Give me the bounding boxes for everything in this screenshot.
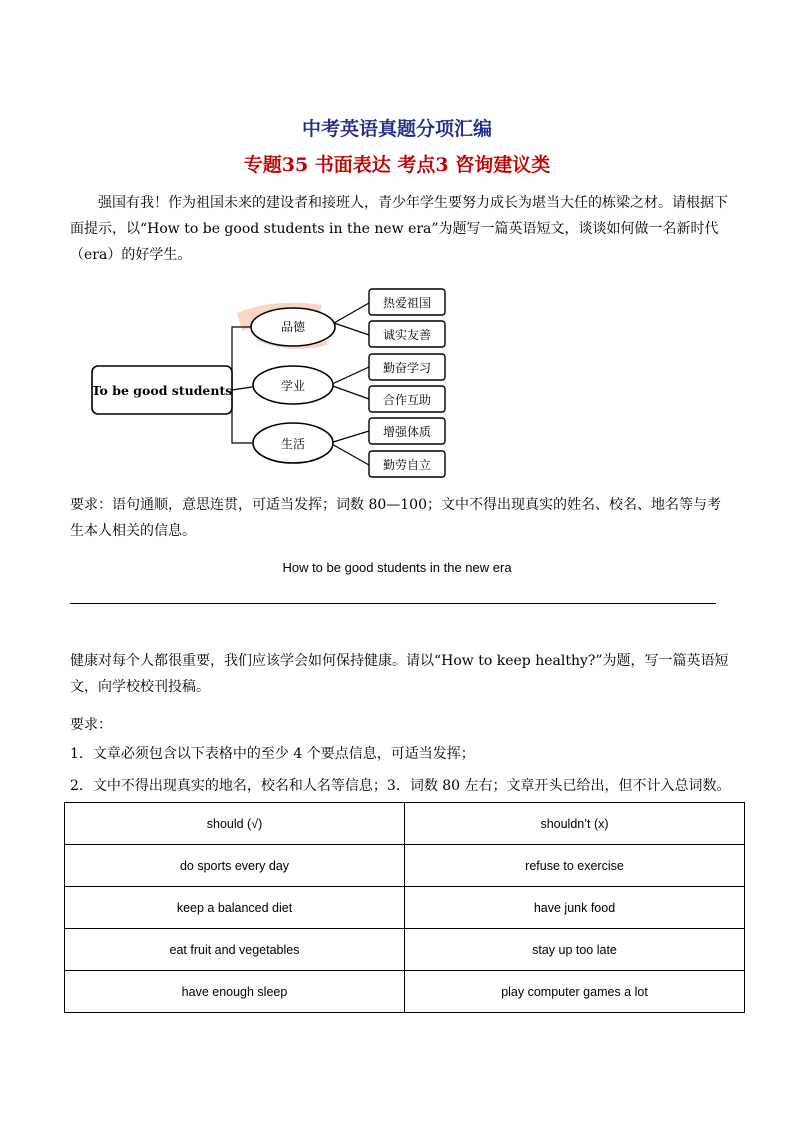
table-cell: refuse to exercise [405, 845, 745, 887]
table-cell: play computer games a lot [405, 971, 745, 1013]
task1-requirements: 要求：语句通顺，意思连贯，可适当发挥；词数 80—100；文中不得出现真实的姓名、校名、地名等与考生本人相关的信息。 [70, 497, 721, 539]
table-row [65, 845, 745, 887]
root-node-label: To be good students [91, 383, 233, 398]
task2-requirement-2: 2．文中不得出现真实的地名，校名和人名等信息；3．词数 80 左右；文章开头已给出，但不计入总词数。 [70, 778, 731, 794]
table-header-row [65, 803, 745, 845]
table-cell: keep a balanced diet [65, 887, 405, 929]
should-shouldnt-table [64, 802, 745, 1013]
branch-label-1: 品德 [280, 320, 306, 334]
branch-label-2: 学业 [280, 379, 306, 393]
table-cell: do sports every day [65, 845, 405, 887]
leaf-label-5: 增强体质 [382, 425, 432, 439]
table-row [65, 929, 745, 971]
leaf-label-2: 诚实友善 [382, 328, 432, 342]
table-row [65, 971, 745, 1013]
task1-prompt: 强国有我！作为祖国未来的建设者和接班人，青少年学生要努力成长为堪当大任的栋梁之材。请根据下面提示，以“How to be good students in the new era”为题写一篇英语短文，谈谈如何做一名新时代（era）的好学生。 [70, 195, 728, 263]
leaf-label-6: 勤劳自立 [382, 458, 432, 472]
table-cell: have junk food [405, 887, 745, 929]
page-title: 中考英语真题分项汇编 [301, 118, 492, 140]
leaf-label-4: 合作互助 [382, 393, 432, 407]
table-header-cell: should (√) [65, 803, 405, 845]
mind-map-diagram [72, 283, 462, 483]
leaf-label-3: 勤奋学习 [382, 361, 432, 375]
table-header-cell: shouldn’t (x) [405, 803, 745, 845]
task2-requirement-1: 1．文章必须包含以下表格中的至少 4 个要点信息，可适当发挥； [70, 746, 475, 762]
table-cell: have enough sleep [65, 971, 405, 1013]
essay-title: How to be good students in the new era [282, 560, 512, 575]
page-subtitle: 专题35 书面表达 考点3 咨询建议类 [243, 154, 551, 176]
table-cell: eat fruit and vegetables [65, 929, 405, 971]
task2-requirements-heading: 要求： [70, 717, 112, 733]
leaf-label-1: 热爱祖国 [382, 296, 432, 310]
table-cell: stay up too late [405, 929, 745, 971]
answer-line [70, 603, 716, 604]
branch-label-3: 生活 [280, 437, 306, 451]
table-row [65, 887, 745, 929]
task2-prompt: 健康对每个人都很重要，我们应该学会如何保持健康。请以“How to keep healthy?”为题，写一篇英语短文，向学校校刊投稿。 [70, 653, 729, 695]
